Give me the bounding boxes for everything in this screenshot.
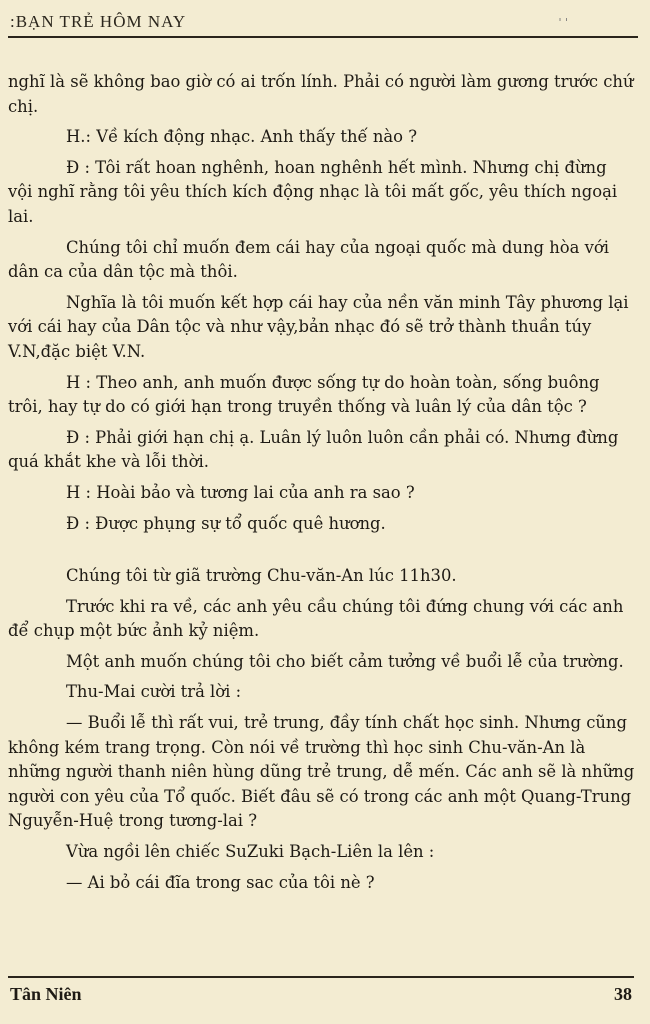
paragraph-9: Đ : Được phụng sự tổ quốc quê hương. [66, 513, 386, 533]
paragraph-7: Đ : Phải giới hạn chị ạ. Luân lý luôn luôn cần phải có. Nhưng đừng quá khắt khe và lỗi thời. [8, 427, 619, 472]
paragraph-12: Một anh muốn chúng tôi cho biết cảm tưởng về buổi lễ của trường. [66, 651, 624, 671]
header-mark: ' ' [558, 16, 568, 29]
paragraph-1: nghĩ là sẽ không bao giờ có ai trốn lính. Phải có người làm gương trước chứ chị. [8, 72, 634, 116]
page-header [8, 8, 638, 38]
paragraph-2: H.: Về kích động nhạc. Anh thấy thế nào ? [66, 127, 418, 147]
paragraph-4: Chúng tôi chỉ muốn đem cái hay của ngoại quốc mà dung hòa với dân ca của dân tộc mà thôi. [8, 237, 609, 282]
paragraph-8: H : Hoài bảo và tương lai của anh ra sao ? [66, 482, 415, 502]
paragraph-3: Đ : Tôi rất hoan nghênh, hoan nghênh hết mình. Nhưng chị đừng vội nghĩ rằng tôi yêu thích kích động nhạc là tôi mất gốc, yêu thích ngoại lai. [8, 157, 618, 226]
article-body [8, 70, 636, 901]
publication-name: Tân Niên [10, 984, 82, 1004]
paragraph-10: Chúng tôi từ giã trường Chu-văn-An lúc 11h30. [66, 566, 457, 586]
paragraph-6: H : Theo anh, anh muốn được sống tự do hoàn toàn, sống buông trôi, hay tự do có giới hạn trong truyền thống và luân lý của dân tộc ? [8, 372, 600, 417]
header-rule [8, 36, 638, 38]
paragraph-16: — Ai bỏ cái đĩa trong sac của tôi nè ? [66, 872, 375, 892]
footer-rule [8, 976, 634, 978]
running-title: :BẠN TRẺ HÔM NAY [10, 12, 187, 31]
paragraph-14: — Buổi lễ thì rất vui, trẻ trung, đầy tính chất học sinh. Nhưng cũng không kém trang trọng. Còn nói về trường thì học sinh Chu-văn-An là những người thanh niên hùng dũng trẻ trung, dễ mến. Các anh sẽ là những người con yêu của Tổ quốc. Biết đâu sẽ có trong các anh một Quang-Trung Nguyễn-Huệ trong tương-lai ? [8, 713, 635, 831]
paragraph-15: Vừa ngồi lên chiếc SuZuki Bạch-Liên la lên : [66, 842, 435, 862]
paragraph-11: Trước khi ra về, các anh yêu cầu chúng tôi đứng chung với các anh để chụp một bức ảnh kỷ niệm. [8, 596, 624, 641]
page-number: 38 [614, 984, 632, 1004]
paragraph-5: Nghĩa là tôi muốn kết hợp cái hay của nền văn minh Tây phương lại với cái hay của Dân tộc và như vậy,bản nhạc đó sẽ trở thành thuần túy V.N,đặc biệt V.N. [8, 292, 629, 361]
paragraph-13: Thu-Mai cười trả lời : [66, 682, 242, 702]
